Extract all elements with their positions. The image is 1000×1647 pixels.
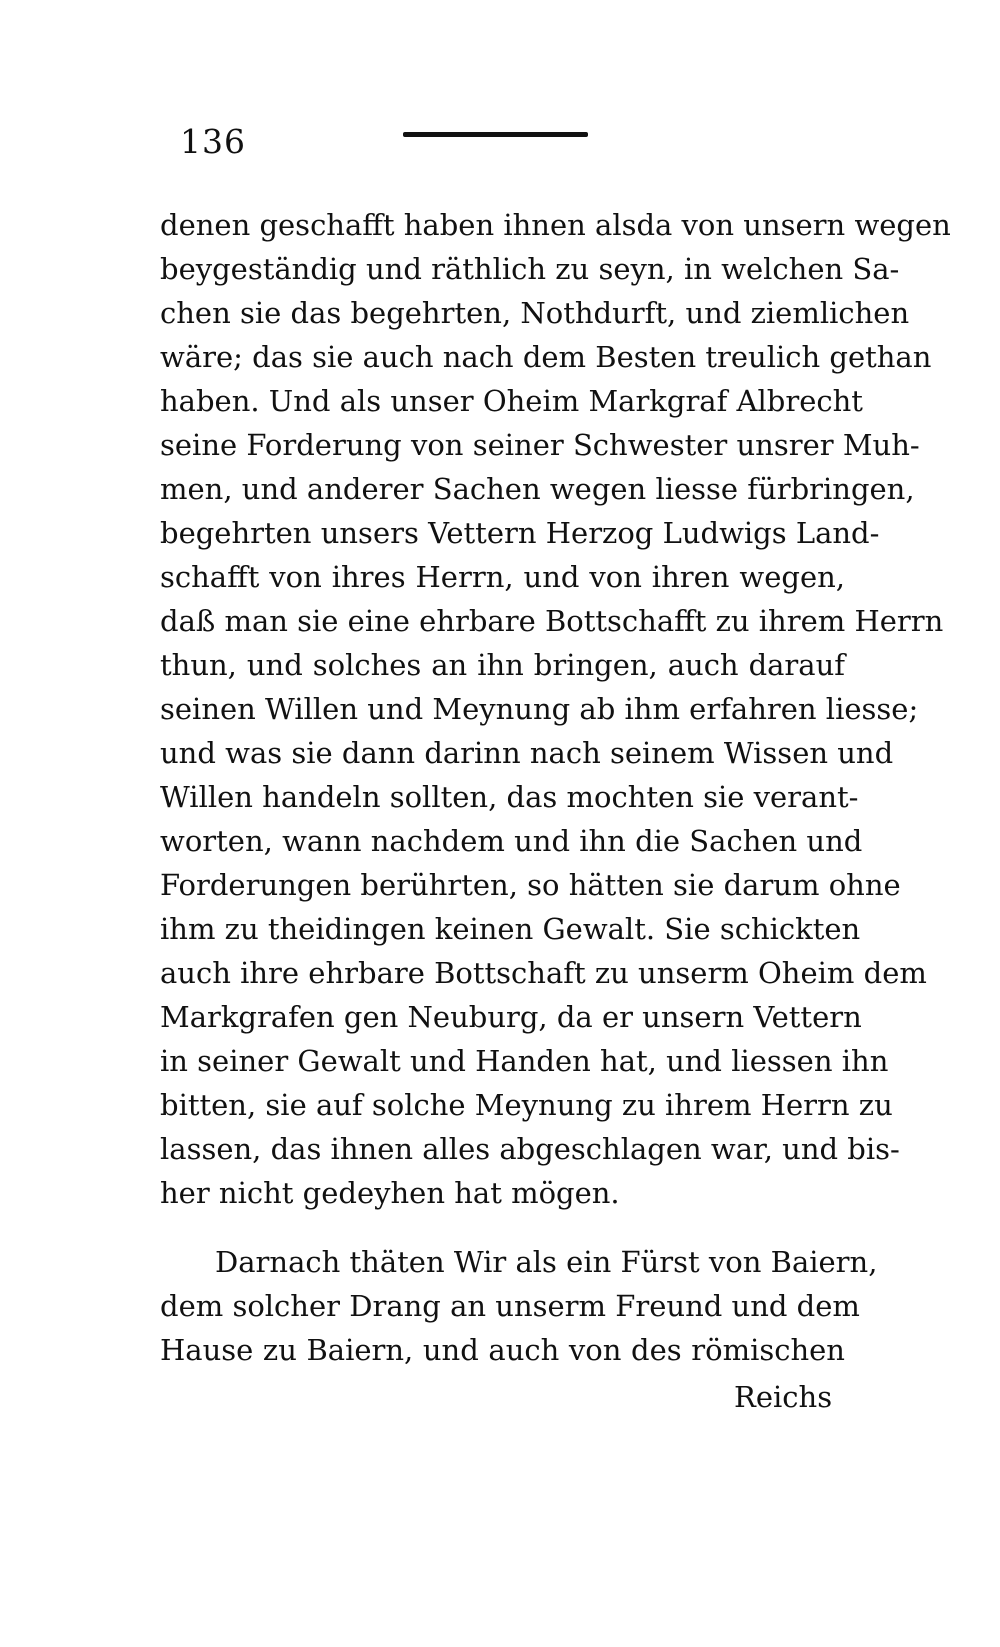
text-line: denen geschafft haben ihnen alsda von unsern wegen — [160, 208, 951, 242]
text-line: wäre; das sie auch nach dem Besten treulich gethan — [160, 340, 932, 374]
text-line: seinen Willen und Meynung ab ihm erfahren liesse; — [160, 692, 919, 726]
text-line: Willen handeln sollten, das mochten sie verant- — [160, 780, 859, 814]
header-rule — [403, 132, 588, 137]
text-line: ihm zu theidingen keinen Gewalt. Sie schickten — [160, 912, 861, 946]
text-line: in seiner Gewalt und Handen hat, und liessen ihn — [160, 1044, 889, 1078]
text-line: thun, und solches an ihn bringen, auch darauf — [160, 648, 845, 682]
text-line: lassen, das ihnen alles abgeschlagen war, und bis- — [160, 1132, 900, 1166]
catchword: Reichs — [734, 1380, 833, 1414]
text-line: Darnach thäten Wir als ein Fürst von Baiern, — [215, 1245, 878, 1279]
text-line: men, und anderer Sachen wegen liesse fürbringen, — [160, 472, 915, 506]
text-line: bitten, sie auf solche Meynung zu ihrem Herrn zu — [160, 1088, 893, 1122]
text-line: begehrten unsers Vettern Herzog Ludwigs Land- — [160, 516, 880, 550]
text-line: auch ihre ehrbare Bottschaft zu unserm Oheim dem — [160, 956, 927, 990]
text-line: Forderungen berührten, so hätten sie darum ohne — [160, 868, 901, 902]
text-line: seine Forderung von seiner Schwester unsrer Muh- — [160, 428, 920, 462]
text-line: daß man sie eine ehrbare Bottschafft zu ihrem Herrn — [160, 604, 944, 638]
paragraph-2 — [160, 1240, 878, 1372]
text-line: Hause zu Baiern, und auch von des römischen — [160, 1333, 845, 1367]
text-line: her nicht gedeyhen hat mögen. — [160, 1176, 620, 1210]
text-line: schafft von ihres Herrn, und von ihren wegen, — [160, 560, 845, 594]
text-line: dem solcher Drang an unserm Freund und dem — [160, 1289, 860, 1323]
paragraph-1 — [160, 203, 951, 1215]
text-line: haben. Und als unser Oheim Markgraf Albrecht — [160, 384, 863, 418]
page-number: 136 — [180, 122, 246, 161]
text-line: worten, wann nachdem und ihn die Sachen und — [160, 824, 863, 858]
text-line: und was sie dann darinn nach seinem Wissen und — [160, 736, 894, 770]
text-line: Markgrafen gen Neuburg, da er unsern Vettern — [160, 1000, 862, 1034]
text-line: beygeständig und räthlich zu seyn, in welchen Sa- — [160, 252, 900, 286]
text-line: chen sie das begehrten, Nothdurft, und ziemlichen — [160, 296, 910, 330]
